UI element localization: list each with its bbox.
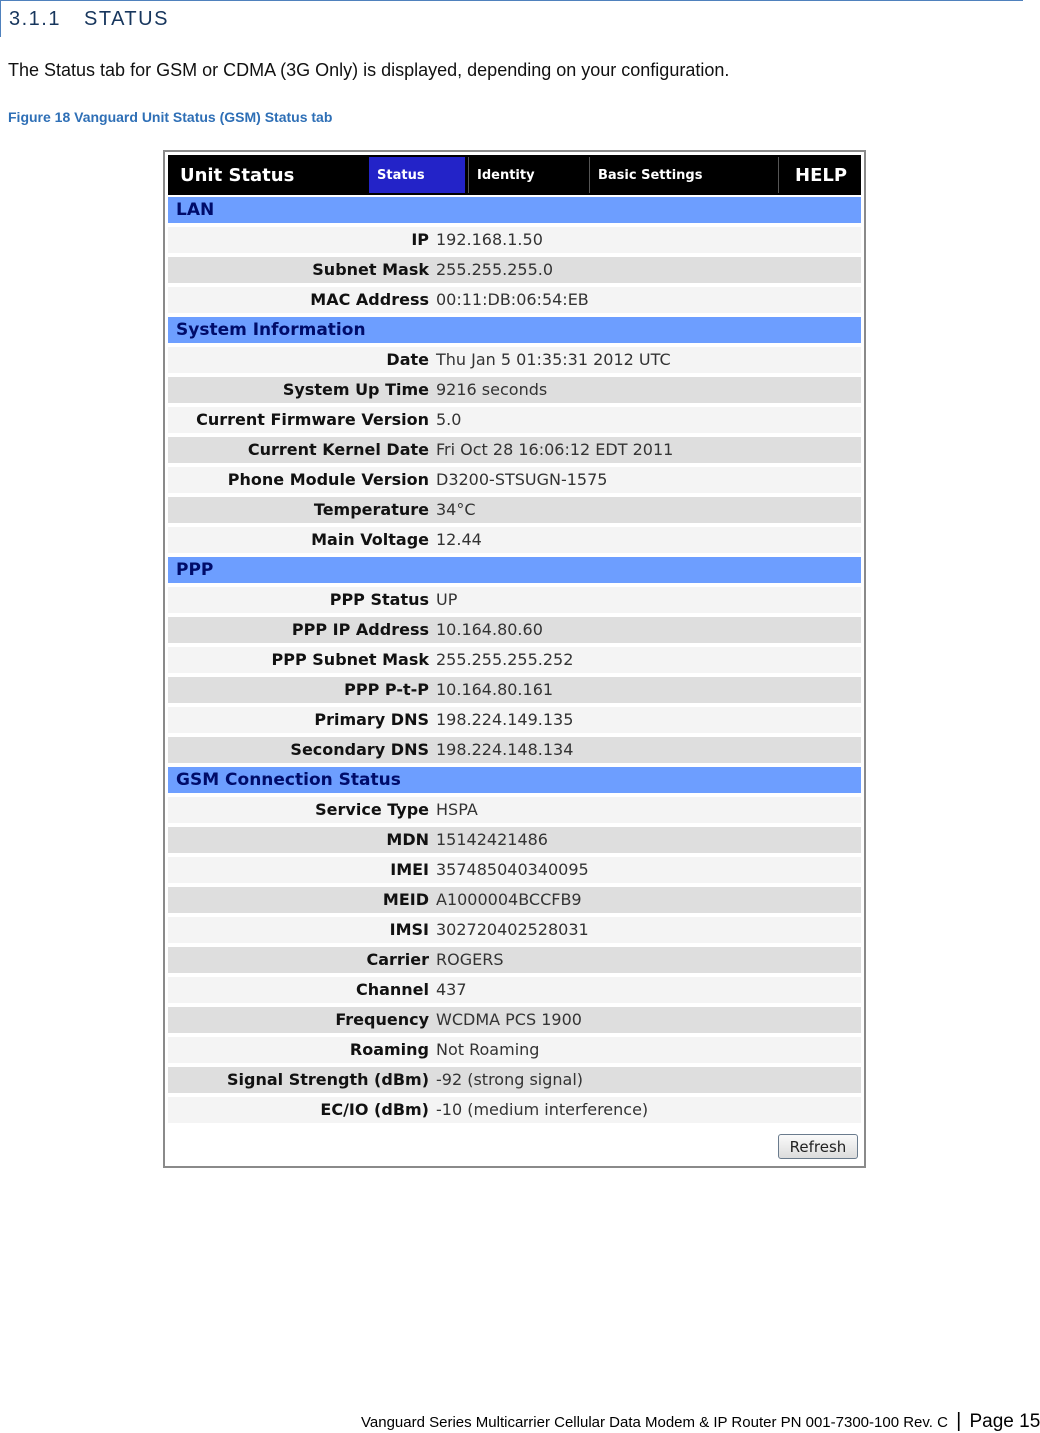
nav-bar: [168, 155, 861, 195]
table-row: [168, 827, 861, 853]
field-label: Subnet Mask: [312, 260, 429, 279]
field-value: 255.255.255.252: [436, 650, 574, 669]
table-row: [168, 887, 861, 913]
page-footer: [361, 1410, 1040, 1433]
table-row: [168, 1067, 861, 1093]
field-label: Secondary DNS: [290, 740, 429, 759]
field-label: Channel: [355, 980, 429, 999]
field-label: Phone Module Version: [227, 470, 429, 489]
field-label: MEID: [382, 890, 429, 909]
field-value: 302720402528031: [436, 920, 589, 939]
heading-title: STATUS: [84, 8, 169, 30]
table-row: [168, 377, 861, 403]
status-table: [168, 197, 861, 1127]
field-value: 00:11:DB:06:54:EB: [436, 290, 589, 309]
help-link[interactable]: HELP: [778, 157, 859, 193]
table-row: [168, 467, 861, 493]
field-value: UP: [436, 590, 458, 609]
heading-number: 3.1.1: [9, 8, 61, 30]
field-label: Primary DNS: [314, 710, 429, 729]
field-label: IP: [411, 230, 429, 249]
table-row: [168, 347, 861, 373]
tab-basic-settings[interactable]: Basic Settings: [589, 157, 775, 193]
field-value: 15142421486: [436, 830, 548, 849]
field-value: A1000004BCCFB9: [436, 890, 582, 909]
section-header: PPP: [168, 557, 861, 583]
table-row: [168, 227, 861, 253]
field-value: 9216 seconds: [436, 380, 548, 399]
field-label: Signal Strength (dBm): [226, 1070, 429, 1089]
field-value: 437: [436, 980, 467, 999]
field-label: PPP Subnet Mask: [271, 650, 429, 669]
field-label: Frequency: [335, 1010, 429, 1029]
table-row: [168, 617, 861, 643]
table-row: [168, 707, 861, 733]
field-value: 192.168.1.50: [436, 230, 543, 249]
field-value: 10.164.80.60: [436, 620, 543, 639]
field-value: 34°C: [436, 500, 476, 519]
tab-status[interactable]: Status: [369, 157, 465, 193]
field-label: PPP Status: [329, 590, 429, 609]
table-footer: [168, 1122, 861, 1166]
table-row: [168, 527, 861, 553]
field-value: D3200-STSUGN-1575: [436, 470, 608, 489]
table-row: [168, 797, 861, 823]
table-row: [168, 947, 861, 973]
field-value: 5.0: [436, 410, 462, 429]
table-row: [168, 977, 861, 1003]
tab-identity[interactable]: Identity: [468, 157, 586, 193]
table-row: [168, 917, 861, 943]
section-heading: [0, 0, 1023, 37]
field-label: Date: [386, 350, 429, 369]
field-value: Not Roaming: [436, 1040, 540, 1059]
table-row: [168, 407, 861, 433]
field-label: Current Firmware Version: [196, 410, 429, 429]
field-label: System Up Time: [282, 380, 429, 399]
section-header: System Information: [168, 317, 861, 343]
table-row: [168, 497, 861, 523]
field-label: Carrier: [366, 950, 429, 969]
field-label: Temperature: [313, 500, 429, 519]
table-row: [168, 677, 861, 703]
field-value: WCDMA PCS 1900: [436, 1010, 582, 1029]
intro-paragraph: The Status tab for GSM or CDMA (3G Only) is displayed, depending on your configuration.: [8, 60, 730, 80]
section-header: GSM Connection Status: [168, 767, 861, 793]
table-row: [168, 857, 861, 883]
field-label: IMSI: [389, 920, 429, 939]
figure-caption: Figure 18 Vanguard Unit Status (GSM) Status tab: [8, 109, 333, 125]
field-value: -92 (strong signal): [436, 1070, 584, 1089]
table-row: [168, 647, 861, 673]
field-label: MDN: [386, 830, 429, 849]
nav-title: Unit Status: [170, 157, 366, 193]
field-value: 357485040340095: [436, 860, 589, 879]
table-row: [168, 1097, 861, 1123]
table-row: [168, 437, 861, 463]
page-number: Page 15: [969, 1411, 1040, 1432]
field-value: HSPA: [436, 800, 478, 819]
field-label: Current Kernel Date: [247, 440, 429, 459]
field-value: ROGERS: [436, 950, 504, 969]
table-row: [168, 587, 861, 613]
table-row: [168, 1037, 861, 1063]
field-value: Fri Oct 28 16:06:12 EDT 2011: [436, 440, 674, 459]
table-row: [168, 1007, 861, 1033]
unit-status-screenshot: [163, 150, 866, 1168]
field-label: Service Type: [315, 800, 429, 819]
footer-text: Vanguard Series Multicarrier Cellular Data Modem & IP Router PN 001-7300-100 Rev. C: [361, 1414, 948, 1431]
field-value: Thu Jan 5 01:35:31 2012 UTC: [436, 350, 671, 369]
field-value: 255.255.255.0: [436, 260, 554, 279]
table-row: [168, 287, 861, 313]
field-label: MAC Address: [310, 290, 429, 309]
field-value: 12.44: [436, 530, 482, 549]
field-label: IMEI: [390, 860, 429, 879]
field-label: Roaming: [349, 1040, 429, 1059]
field-label: Main Voltage: [311, 530, 429, 549]
field-label: PPP IP Address: [291, 620, 429, 639]
field-value: -10 (medium interference): [436, 1100, 649, 1119]
field-value: 10.164.80.161: [436, 680, 554, 699]
section-header: LAN: [168, 197, 861, 223]
field-label: PPP P-t-P: [344, 680, 429, 699]
field-label: EC/IO (dBm): [320, 1100, 429, 1119]
refresh-button[interactable]: Refresh: [778, 1134, 858, 1159]
footer-separator: |: [956, 1410, 962, 1432]
table-row: [168, 737, 861, 763]
field-value: 198.224.148.134: [436, 740, 574, 759]
field-value: 198.224.149.135: [436, 710, 574, 729]
table-row: [168, 257, 861, 283]
